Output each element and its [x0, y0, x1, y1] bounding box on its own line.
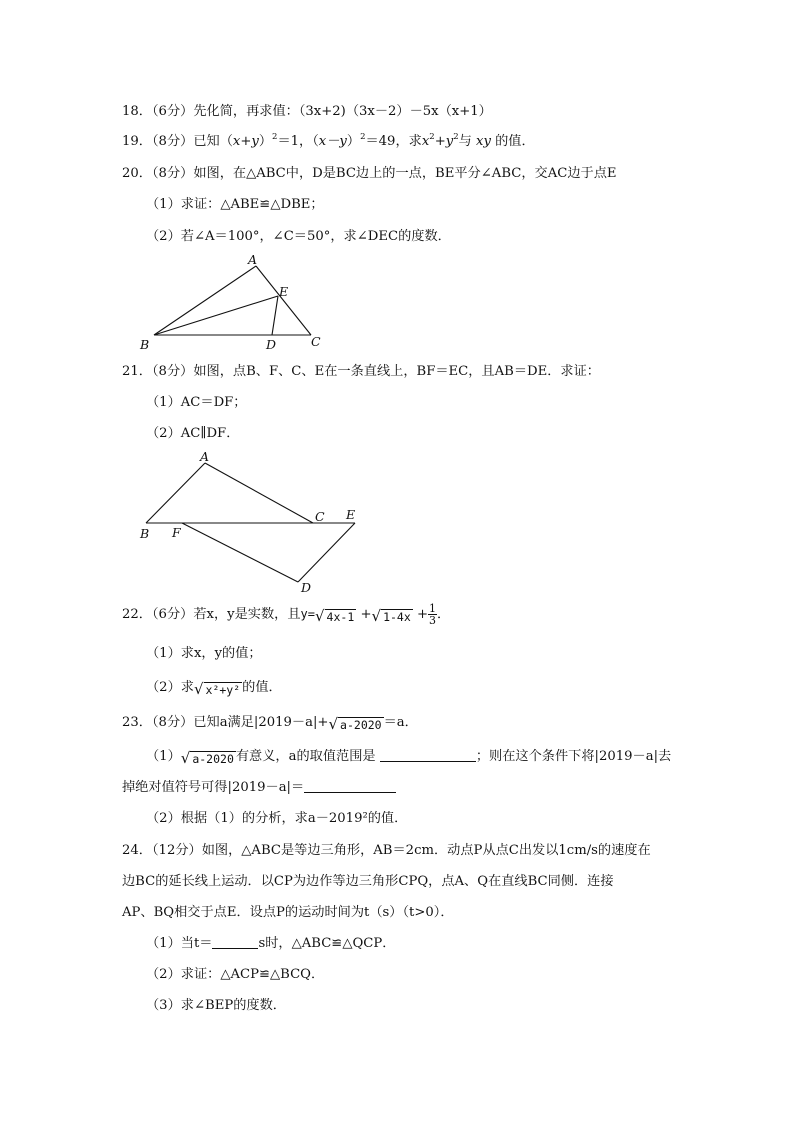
q23-pre: 23．（8分）已知a满足|2019－a|+: [122, 715, 329, 730]
q20-part-2: （2）若∠A＝100°，∠C＝50°，求∠DEC的度数．: [146, 229, 451, 244]
q24-part-1: [146, 935, 395, 953]
q24-answer-blank[interactable]: [212, 936, 258, 949]
q22-fraction-den: 3: [429, 614, 437, 627]
fig21-label-B: B: [140, 526, 150, 541]
q22-radicand-2: 1-4x: [383, 610, 411, 624]
q19-pre: 19．（8分）已知（: [122, 134, 233, 149]
q22-p2-pre: （2）求: [146, 680, 194, 695]
q19-x: x: [421, 134, 430, 149]
q24-part-2: （2）求证：△ACP≌△BCQ．: [146, 967, 325, 982]
q22-sqrt-3: √ x²+y²: [193, 680, 241, 698]
q21-figure: [130, 446, 370, 596]
q22-p2-post: 的值．: [242, 680, 282, 695]
q19-plus: +: [434, 134, 446, 149]
q19-sq2: 2: [360, 132, 366, 142]
q23-part-2: （2）根据（1）的分析，求a－2019²的值．: [146, 811, 408, 826]
fig21-label-E: E: [346, 507, 356, 522]
q22-part-1: （1）求x，y的值；: [146, 646, 262, 661]
question-19: [122, 133, 535, 151]
q24-part-3: （3）求∠BEP的度数．: [146, 998, 286, 1013]
fig21-label-A: A: [200, 449, 210, 464]
fig20-label-A: A: [248, 252, 258, 267]
fig20-label-C: C: [311, 334, 321, 349]
q23-p1-cont: 掉绝对值符号可得|2019－a|＝: [122, 780, 305, 795]
q23-answer-blank-2[interactable]: [304, 780, 396, 793]
q23-p1-post: ；则在这个条件下将|2019－a|去: [475, 749, 672, 764]
q19-sq3: 2: [429, 132, 435, 142]
q19-sq4: 2: [453, 132, 459, 142]
q23-sqrt-2: √ a-2020: [180, 749, 234, 767]
question-23: [122, 714, 418, 735]
fig21-label-C: C: [315, 509, 325, 524]
q22-fraction-num: 1: [429, 602, 437, 615]
q22-sqrt-1: √ 4x-1: [314, 607, 355, 625]
q19-mid2: ＝1，（: [277, 134, 319, 149]
q22-part-2: [146, 679, 282, 700]
q19-mid1: ）: [258, 134, 273, 149]
q24-p1-pre: （1）当t＝: [146, 936, 213, 951]
q20-part-1: （1）求证：△ABE≌△DBE；: [146, 197, 324, 212]
q23-radicand-1: a-2020: [340, 718, 382, 732]
q22-fraction: [428, 603, 437, 626]
q23-answer-blank-1[interactable]: [380, 749, 476, 762]
q19-xy-product: xy: [476, 134, 491, 149]
q24-p1-post: s时，△ABC≌△QCP．: [258, 936, 396, 951]
q20-triangle-figure: [130, 252, 340, 352]
q23-part-1-continued: [122, 779, 396, 797]
q19-sq1: 2: [272, 132, 278, 142]
question-20: 20．（8分）如图，在△ABC中，D是BC边上的一点，BE平分∠ABC，交AC边于点E: [122, 166, 617, 181]
q23-p1-pre: （1）: [146, 749, 181, 764]
question-24-line-2: 边BC的延长线上运动．以CP为边作等边三角形CPQ，点A、Q在直线BC同侧．连接: [122, 874, 614, 889]
fig21-label-D: D: [301, 580, 312, 595]
q19-y: y: [445, 134, 454, 149]
question-18: 18．（6分）先化简，再求值：（3x+2)（3x－2）－5x（x+1）: [122, 104, 492, 119]
question-22: [122, 603, 450, 627]
question-24-line-3: AP、BQ相交于点E．设点P的运动时间为t（s）（t>0）．: [122, 905, 454, 920]
q23-post: ＝a．: [383, 715, 418, 730]
q22-y-equals: y=: [300, 607, 315, 621]
q22-plus-1: +: [360, 607, 372, 622]
q19-mid3: ）: [346, 134, 361, 149]
q23-sqrt-1: √ a-2020: [328, 715, 382, 733]
fig20-label-D: D: [266, 337, 277, 352]
q23-part-1: [146, 748, 671, 769]
q19-xy1: x+y: [232, 134, 259, 149]
q19-xy2: x－y: [318, 134, 347, 149]
q19-mid4: ＝49，求: [365, 134, 422, 149]
q21-part-1: （1）AC＝DF；: [146, 395, 247, 410]
q22-radicand-1: 4x-1: [326, 610, 355, 624]
q22-sqrt-2: √ 1-4x: [371, 607, 411, 625]
question-24-line-1: 24．（12分）如图，△ABC是等边三角形，AB＝2cm．动点P从点C出发以1cm/s的速度在: [122, 843, 651, 858]
q19-mid5: 与: [458, 134, 472, 149]
q22-radicand-3: x²+y²: [205, 683, 241, 697]
q22-end: ．: [437, 607, 451, 622]
q21-part-2: （2）AC∥DF．: [146, 426, 240, 441]
fig21-label-F: F: [172, 525, 181, 540]
q22-plus-2: +: [416, 607, 429, 622]
q23-radicand-2: a-2020: [192, 752, 234, 766]
question-21: 21．（8分）如图，点B、F、C、E在一条直线上，BF＝EC，且AB＝DE．求证：: [122, 364, 600, 379]
q19-post: 的值．: [495, 134, 535, 149]
fig20-label-B: B: [140, 337, 150, 352]
q22-pre: 22．（6分）若x，y是实数，且: [122, 607, 301, 622]
fig20-label-E: E: [279, 284, 289, 299]
q23-p1-mid: 有意义，a的取值范围是: [235, 749, 376, 764]
